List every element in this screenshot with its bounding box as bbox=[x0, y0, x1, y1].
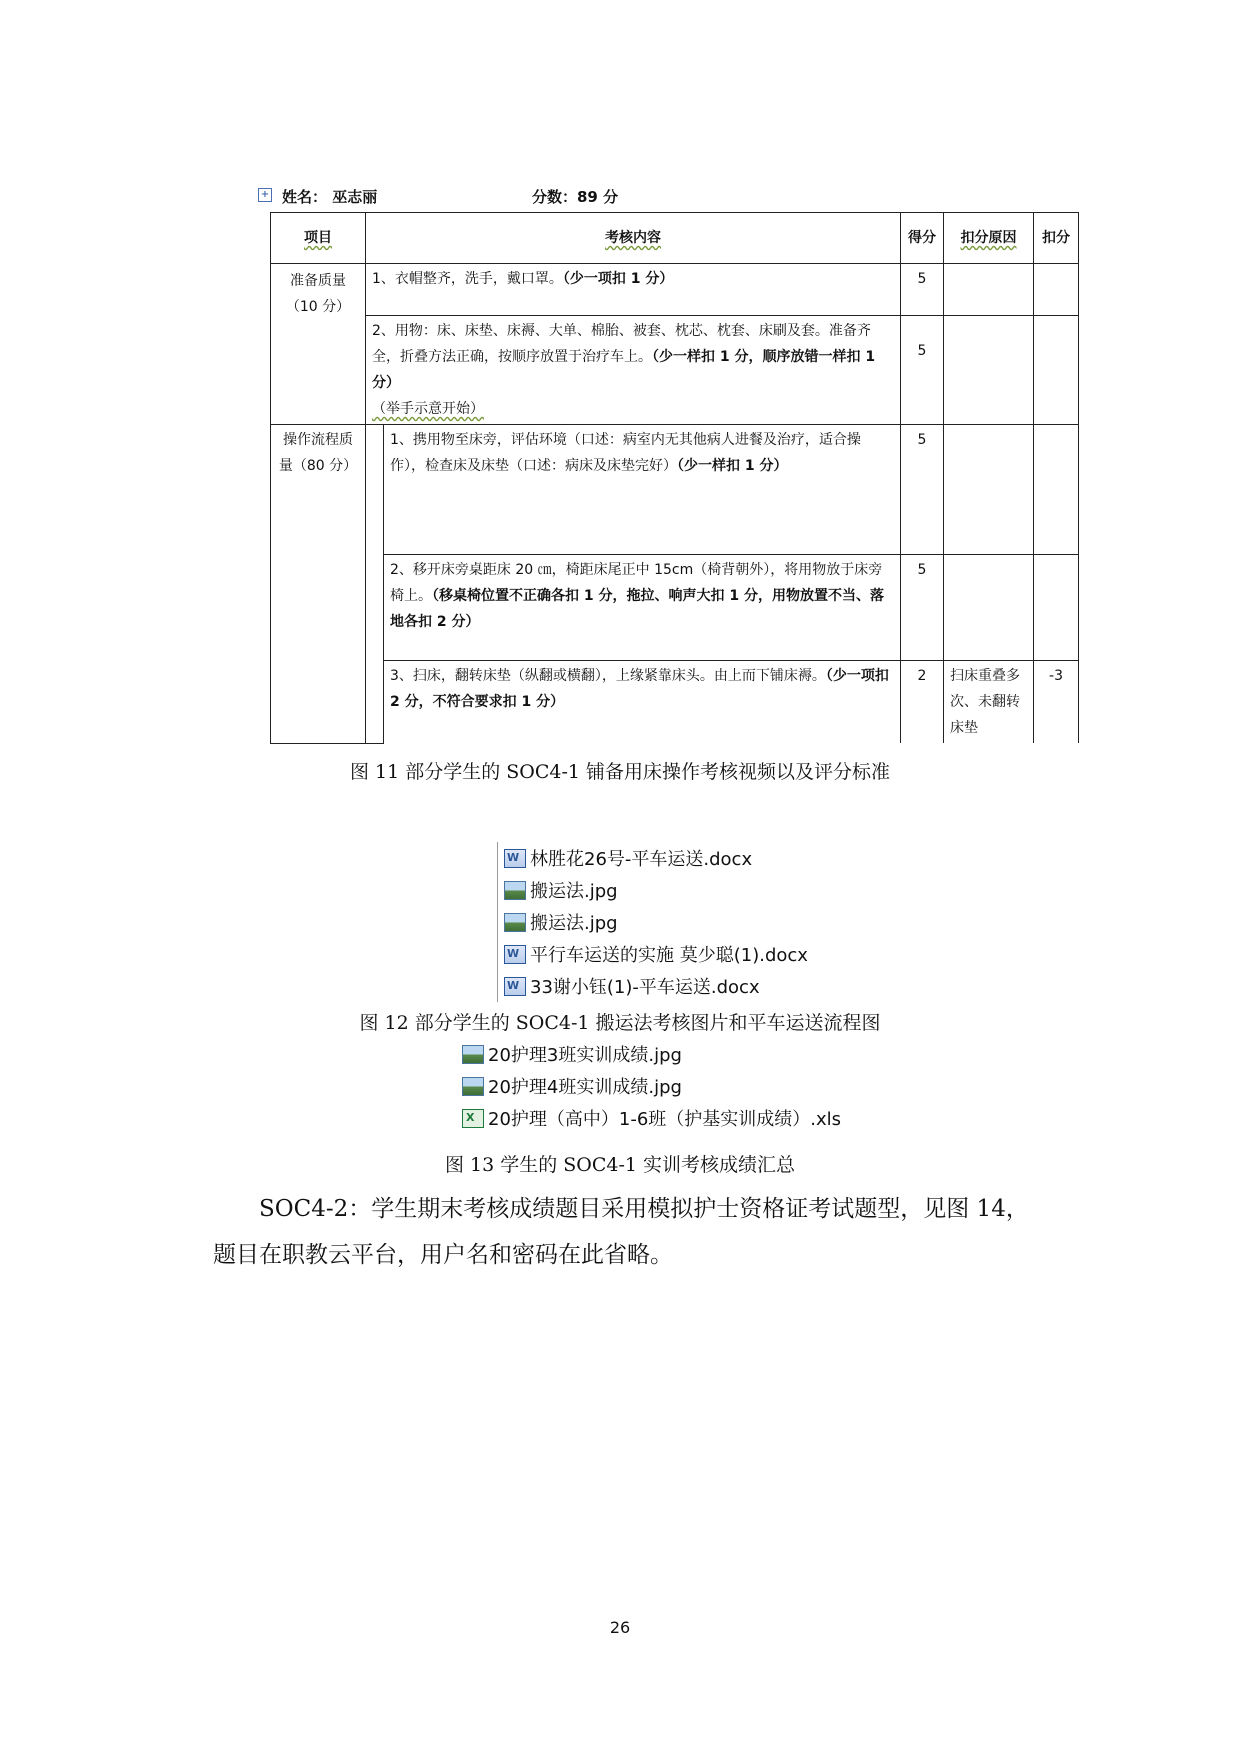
student-name: 姓名： 巫志丽 bbox=[282, 188, 378, 206]
header-score: 得分 bbox=[901, 213, 944, 264]
reason-cell: 扫床重叠多次、未翻转床垫 bbox=[944, 661, 1034, 744]
file-item[interactable]: 搬运法.jpg bbox=[504, 874, 808, 906]
file-item[interactable]: W 平行车运送的实施 莫少聪(1).docx bbox=[504, 938, 808, 970]
header-item: 项目 bbox=[271, 213, 366, 264]
figure-12-file-list bbox=[497, 842, 808, 1002]
table-row bbox=[271, 425, 1079, 555]
table-row bbox=[271, 555, 1079, 661]
table-header-row bbox=[271, 213, 1079, 264]
deduct-cell: -3 bbox=[1034, 661, 1079, 744]
score-cell: 5 bbox=[901, 425, 944, 555]
file-item[interactable]: 20护理3班实训成绩.jpg bbox=[462, 1038, 841, 1070]
content-cell: 2、用物：床、床垫、床褥、大单、棉胎、被套、枕芯、枕套、床刷及套。准备齐全，折叠方法正确，按顺序放置于治疗车上。（少一样扣 1 分，顺序放错一样扣 1 分） （举手示意开始） bbox=[366, 316, 901, 425]
content-cell: 1、携用物至床旁，评估环境（口述：病室内无其他病人进餐及治疗，适合操作），检查床及床垫（口述：病床及床垫完好）（少一样扣 1 分） bbox=[384, 425, 901, 555]
file-item[interactable]: W 林胜花26号-平车运送.docx bbox=[504, 842, 808, 874]
score-cell: 5 bbox=[901, 555, 944, 661]
header-deduct: 扣分 bbox=[1034, 213, 1079, 264]
table-title-line bbox=[258, 186, 619, 207]
body-paragraph bbox=[213, 1186, 1088, 1278]
image-file-icon bbox=[462, 1045, 484, 1064]
body-line-1: SOC4-2：学生期末考核成绩题目采用模拟护士资格证考试题型，见图 14， bbox=[259, 1196, 1029, 1222]
figure-13-file-list bbox=[462, 1038, 841, 1134]
scoring-table bbox=[270, 212, 1079, 744]
table-anchor-icon: + bbox=[258, 188, 272, 202]
figure-11-caption: 图 11 部分学生的 SOC4-1 铺备用床操作考核视频以及评分标准 bbox=[349, 761, 891, 783]
deduct-cell bbox=[1034, 425, 1079, 555]
image-file-icon bbox=[504, 881, 526, 900]
reason-cell bbox=[944, 316, 1034, 425]
deduct-cell bbox=[1034, 555, 1079, 661]
figure-13-caption: 图 13 学生的 SOC4-1 实训考核成绩汇总 bbox=[444, 1154, 796, 1176]
figure-12-caption: 图 12 部分学生的 SOC4-1 搬运法考核图片和平车运送流程图 bbox=[359, 1012, 881, 1034]
score-cell: 5 bbox=[901, 316, 944, 425]
reason-cell bbox=[944, 264, 1034, 316]
image-file-icon bbox=[462, 1077, 484, 1096]
content-cell: 3、扫床，翻转床垫（纵翻或横翻），上缘紧靠床头。由上而下铺床褥。（少一项扣 2 分，不符合要求扣 1 分） bbox=[384, 661, 901, 744]
score-cell: 5 bbox=[901, 264, 944, 316]
table-row bbox=[271, 316, 1079, 425]
image-file-icon bbox=[504, 913, 526, 932]
word-doc-icon bbox=[504, 945, 526, 964]
reason-cell bbox=[944, 425, 1034, 555]
reason-cell bbox=[944, 555, 1034, 661]
item-process-quality: 操作流程质量（80 分） bbox=[271, 425, 366, 744]
table-row bbox=[271, 264, 1079, 316]
word-doc-icon bbox=[504, 977, 526, 996]
score-cell: 2 bbox=[901, 661, 944, 744]
deduct-cell bbox=[1034, 316, 1079, 425]
file-item[interactable]: W 33谢小钰(1)-平车运送.docx bbox=[504, 970, 808, 1002]
header-content: 考核内容 bbox=[366, 213, 901, 264]
content-cell: 1、衣帽整齐，洗手，戴口罩。（少一项扣 1 分） bbox=[366, 264, 901, 316]
body-line-2: 题目在职教云平台，用户名和密码在此省略。 bbox=[213, 1242, 673, 1268]
item-prep-quality: 准备质量（10 分） bbox=[271, 264, 366, 425]
file-item[interactable]: 搬运法.jpg bbox=[504, 906, 808, 938]
spacer-cell bbox=[366, 425, 384, 744]
deduct-cell bbox=[1034, 264, 1079, 316]
student-score: 分数：89 分 bbox=[532, 188, 619, 206]
header-reason: 扣分原因 bbox=[944, 213, 1034, 264]
excel-file-icon bbox=[462, 1109, 484, 1128]
content-cell: 2、移开床旁桌距床 20 ㎝，椅距床尾正中 15cm（椅背朝外），将用物放于床旁椅上。（移桌椅位置不正确各扣 1 分，拖拉、响声大扣 1 分，用物放置不当、落地各扣 2 分） bbox=[384, 555, 901, 661]
file-item[interactable]: X 20护理（高中）1-6班（护基实训成绩）.xls bbox=[462, 1102, 841, 1134]
table-row bbox=[271, 661, 1079, 744]
word-doc-icon bbox=[504, 849, 526, 868]
page-number: 26 bbox=[609, 1618, 631, 1637]
file-item[interactable]: 20护理4班实训成绩.jpg bbox=[462, 1070, 841, 1102]
